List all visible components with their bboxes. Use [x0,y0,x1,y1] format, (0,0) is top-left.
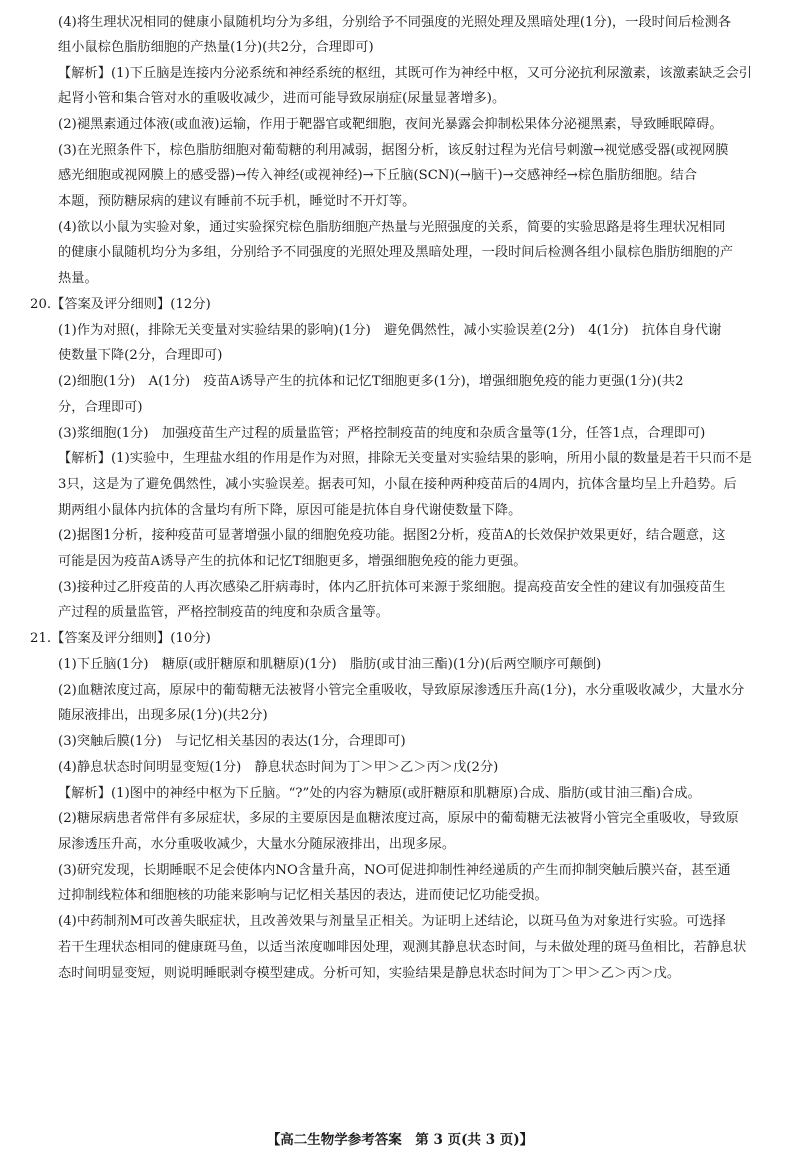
text-line: (4)中药制剂M可改善失眠症状，且改善效果与剂量呈正相关。为证明上述结论，以斑马鱼为对象进行实验。可选择 [58,914,726,929]
text-line: 本题，预防糖尿病的建议有睡前不玩手机，睡觉时不开灯等。 [58,194,416,209]
text-line: 感光细胞或视网膜上的感受器)→传入神经(或视神经)→下丘脑(SCN)(→脑干)→交感神经→棕色脂肪细胞。结合 [58,168,697,183]
text-line: 的健康小鼠随机均分为多组，分别给予不同强度的光照处理及黑暗处理，一段时间后检测各组小鼠棕色脂肪细胞的产 [58,245,734,260]
text-line: (4)静息状态时间明显变短(1分) 静息状态时间为丁＞甲＞乙＞丙＞戊(2分) [58,760,499,775]
text-line: (2)细胞(1分) A(1分) 疫苗A诱导产生的抗体和记忆T细胞更多(1分)，增强细胞免疫的能力更强(1分)(共2 [58,374,684,389]
text-line: 可能是因为疫苗A诱导产生的抗体和记忆T细胞更多，增强细胞免疫的能力更强。 [58,554,527,569]
text-line: (2)血糖浓度过高，原尿中的葡萄糖无法被肾小管完全重吸收，导致原尿渗透压升高(1分)，水分重吸收减少，大量水分 [58,683,745,698]
section-heading: 20.【答案及评分细则】(12分) [30,297,211,312]
text-line: (4)将生理状况相同的健康小鼠随机均分为多组，分别给予不同强度的光照处理及黑暗处理(1分)，一段时间后检测各 [58,15,732,30]
text-line: (3)突触后膜(1分) 与记忆相关基因的表达(1分，合理即可) [58,734,406,749]
text-line: (2)糖尿病患者常伴有多尿症状，多尿的主要原因是血糖浓度过高，原尿中的葡萄糖无法被肾小管完全重吸收，导致原 [58,811,739,826]
text-line: 组小鼠棕色脂肪细胞的产热量(1分)(共2分，合理即可) [58,40,374,55]
text-line: (3)浆细胞(1分) 加强疫苗生产过程的质量监管；严格控制疫苗的纯度和杂质含量等(1分，任答1点，合理即可) [58,426,706,441]
text-line: 态时间明显变短，则说明睡眠剥夺模型建成。分析可知，实验结果是静息状态时间为丁＞甲＞乙＞丙＞戊。 [58,966,681,981]
text-line: 过抑制线粒体和细胞核的功能来影响与记忆相关基因的表达，进而使记忆功能受损。 [58,888,548,903]
text-line: 随尿液排出，出现多尿(1分)(共2分) [58,708,268,723]
section-heading: 21.【答案及评分细则】(10分) [30,631,211,646]
text-line: (2)褪黑素通过体液(或血液)运输，作用于靶器官或靶细胞，夜间光暴露会抑制松果体分泌褪黑素，导致睡眠障碍。 [58,117,723,132]
text-line: 分，合理即可) [58,400,143,415]
text-line: (1)作为对照(，排除无关变量对实验结果的影响)(1分) 避免偶然性，减小实验误差(2分) 4(1分) 抗体自身代谢 [58,323,722,338]
text-line: (1)下丘脑(1分) 糖原(或肝糖原和肌糖原)(1分) 脂肪(或甘油三酯)(1分)(后两空顺序可颠倒) [58,657,602,672]
text-line: 起肾小管和集合管对水的重吸收减少，进而可能导致尿崩症(尿量显著增多)。 [58,91,506,106]
text-line: (4)欲以小鼠为实验对象，通过实验探究棕色脂肪细胞产热量与光照强度的关系，简要的实验思路是将生理状况相同 [58,220,726,235]
text-line: 产过程的质量监管，严格控制疫苗的纯度和杂质含量等。 [58,605,389,620]
text-line: 3只，这是为了避免偶然性，减小实验误差。据表可知，小鼠在接种两种疫苗后的4周内，抗体含量均呈上升趋势。后 [58,477,737,492]
text-line: (3)研究发现，长期睡眠不足会使体内NO含量升高，NO可促进抑制性神经递质的产生而抑制突触后膜兴奋，甚至通 [58,863,731,878]
text-line: (3)在光照条件下，棕色脂肪细胞对葡萄糖的利用减弱，据图分析，该反射过程为光信号刺激→视觉感受器(或视网膜 [58,143,729,158]
text-line: 【解析】(1)下丘脑是连接内分泌系统和神经系统的枢纽，其既可作为神经中枢，又可分泌抗利尿激素，该激素缺乏会引 [58,66,752,81]
text-line: 使数量下降(2分，合理即可) [58,348,223,363]
text-line: 尿渗透压升高，水分重吸收减少，大量水分随尿液排出，出现多尿。 [58,837,456,852]
text-line: 【解析】(1)实验中，生理盐水组的作用是作为对照，排除无关变量对实验结果的影响，所用小鼠的数量是若干只而不是 [58,451,752,466]
text-line: (2)据图1分析，接种疫苗可显著增强小鼠的细胞免疫功能。据图2分析，疫苗A的长效保护效果更好，结合题意，这 [58,528,726,543]
text-line: (3)接种过乙肝疫苗的人再次感染乙肝病毒时，体内乙肝抗体可来源于浆细胞。提高疫苗安全性的建议有加强疫苗生 [58,580,726,595]
page-footer: 【高二生物学参考答案 第 3 页(共 3 页)】 [266,1132,534,1148]
text-line: 【解析】(1)图中的神经中枢为下丘脑。“?”处的内容为糖原(或肝糖原和肌糖原)合成、脂肪(或甘油三酯)合成。 [58,786,701,801]
text-line: 期两组小鼠体内抗体的含量均有所下降，原因可能是抗体自身代谢使数量下降。 [58,503,522,518]
text-line: 若干生理状态相同的健康斑马鱼，以适当浓度咖啡因处理，观测其静息状态时间，与未做处理的斑马鱼相比，若静息状 [58,940,747,955]
text-line: 热量。 [58,271,98,286]
